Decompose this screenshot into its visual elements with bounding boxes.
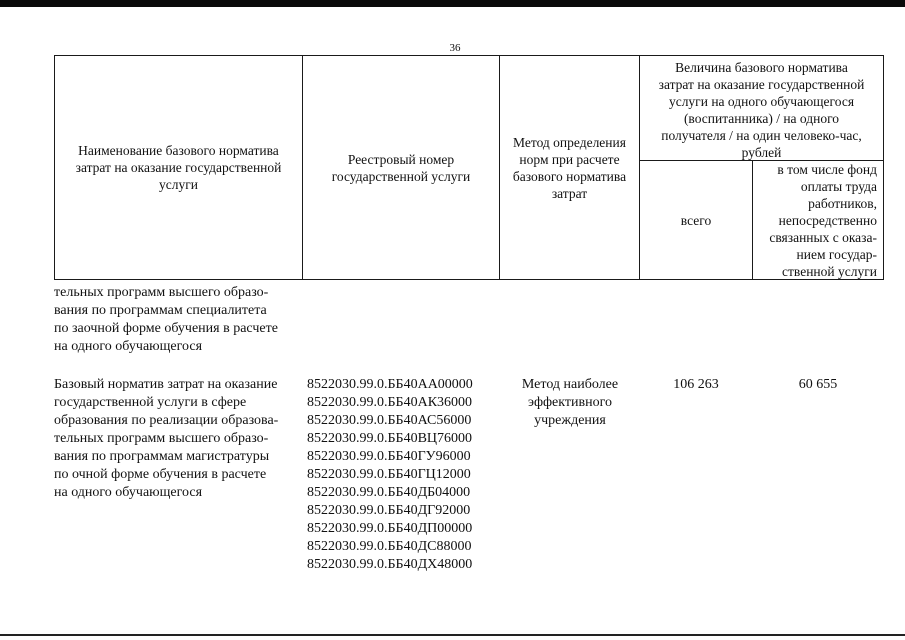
header-fund-column bbox=[752, 160, 884, 280]
header-fund-line: работников, bbox=[808, 195, 877, 211]
header-value-line: получателя / на один человеко-час, bbox=[661, 128, 862, 143]
scan-top-border bbox=[0, 0, 905, 7]
continuation-text bbox=[54, 284, 300, 356]
row-name-line: Базовый норматив затрат на оказание bbox=[54, 377, 278, 392]
header-value-line: рублей bbox=[741, 145, 782, 160]
registry-code: 8522030.99.0.ББ40АК36000 bbox=[307, 395, 473, 410]
header-fund-line: ственной услуги bbox=[782, 263, 877, 279]
header-value-line: затрат на оказание государственной bbox=[658, 77, 865, 92]
registry-code: 8522030.99.0.ББ40ГУ96000 bbox=[307, 449, 471, 464]
registry-code: 8522030.99.0.ББ40АА00000 bbox=[307, 377, 473, 392]
registry-code: 8522030.99.0.ББ40ДБ04000 bbox=[307, 485, 471, 500]
registry-code: 8522030.99.0.ББ40АС56000 bbox=[307, 413, 472, 428]
continuation-line: по заочной форме обучения в расчете bbox=[54, 321, 278, 336]
header-registry-line: Реестровый номер bbox=[347, 151, 455, 167]
header-fund-line: нием государ- bbox=[796, 246, 877, 262]
row-name-line: государственной услуги в сфере bbox=[54, 395, 247, 410]
continuation-line: вания по программам специалитета bbox=[54, 303, 267, 318]
registry-code: 8522030.99.0.ББ40ГЦ12000 bbox=[307, 467, 471, 482]
header-name-line: затрат на оказание государственной bbox=[75, 160, 282, 175]
header-name-line: Наименование базового норматива bbox=[78, 143, 279, 158]
row-name-line: образования по реализации образова- bbox=[54, 413, 279, 428]
header-method-line: норм при расчете bbox=[519, 151, 620, 167]
row-service-name bbox=[54, 376, 300, 502]
scan-bottom-border bbox=[0, 634, 905, 636]
header-name-line: услуги bbox=[159, 177, 198, 192]
continuation-line: тельных программ высшего образо- bbox=[54, 285, 269, 300]
header-method-column bbox=[499, 55, 640, 280]
registry-code: 8522030.99.0.ББ40ДС88000 bbox=[307, 539, 472, 554]
header-value-line: Величина базового норматива bbox=[675, 60, 848, 75]
method-line: Метод наиболее bbox=[521, 377, 619, 392]
registry-code: 8522030.99.0.ББ40ДХ48000 bbox=[307, 557, 473, 572]
method-line: эффективного bbox=[528, 395, 612, 410]
row-name-line: на одного обучающегося bbox=[54, 485, 203, 500]
method-line: учреждения bbox=[534, 413, 606, 428]
header-fund-line: непосредственно bbox=[778, 212, 877, 228]
header-method-line: затрат bbox=[551, 185, 588, 201]
page-number: 36 bbox=[449, 42, 461, 54]
header-value-line: услуги на одного обучающегося bbox=[668, 94, 855, 109]
header-fund-line: оплаты труда bbox=[800, 178, 877, 194]
header-fund-line: в том числе фонд bbox=[777, 161, 877, 177]
header-total-column: всего bbox=[639, 160, 753, 280]
header-method-line: Метод определения bbox=[513, 134, 626, 150]
header-registry-column bbox=[302, 55, 500, 280]
row-value-fund: 60 655 bbox=[798, 377, 838, 392]
header-registry-line: государственной услуги bbox=[331, 168, 471, 184]
registry-code: 8522030.99.0.ББ40ДП00000 bbox=[307, 521, 473, 536]
row-registry-codes bbox=[307, 376, 502, 574]
row-method bbox=[505, 376, 635, 430]
header-value-column bbox=[639, 55, 884, 161]
header-method-line: базового норматива bbox=[512, 168, 627, 184]
header-name-column bbox=[54, 55, 303, 280]
row-value-total: 106 263 bbox=[673, 377, 719, 392]
row-name-line: по очной форме обучения в расчете bbox=[54, 467, 267, 482]
registry-code: 8522030.99.0.ББ40ВЦ76000 bbox=[307, 431, 473, 446]
row-name-line: тельных программ высшего образо- bbox=[54, 431, 269, 446]
row-name-line: вания по программам магистратуры bbox=[54, 449, 270, 464]
registry-code: 8522030.99.0.ББ40ДГ92000 bbox=[307, 503, 471, 518]
header-value-line: (воспитанника) / на одного bbox=[683, 111, 840, 126]
header-fund-line: связанных с оказа- bbox=[769, 229, 877, 245]
continuation-line: на одного обучающегося bbox=[54, 339, 203, 354]
